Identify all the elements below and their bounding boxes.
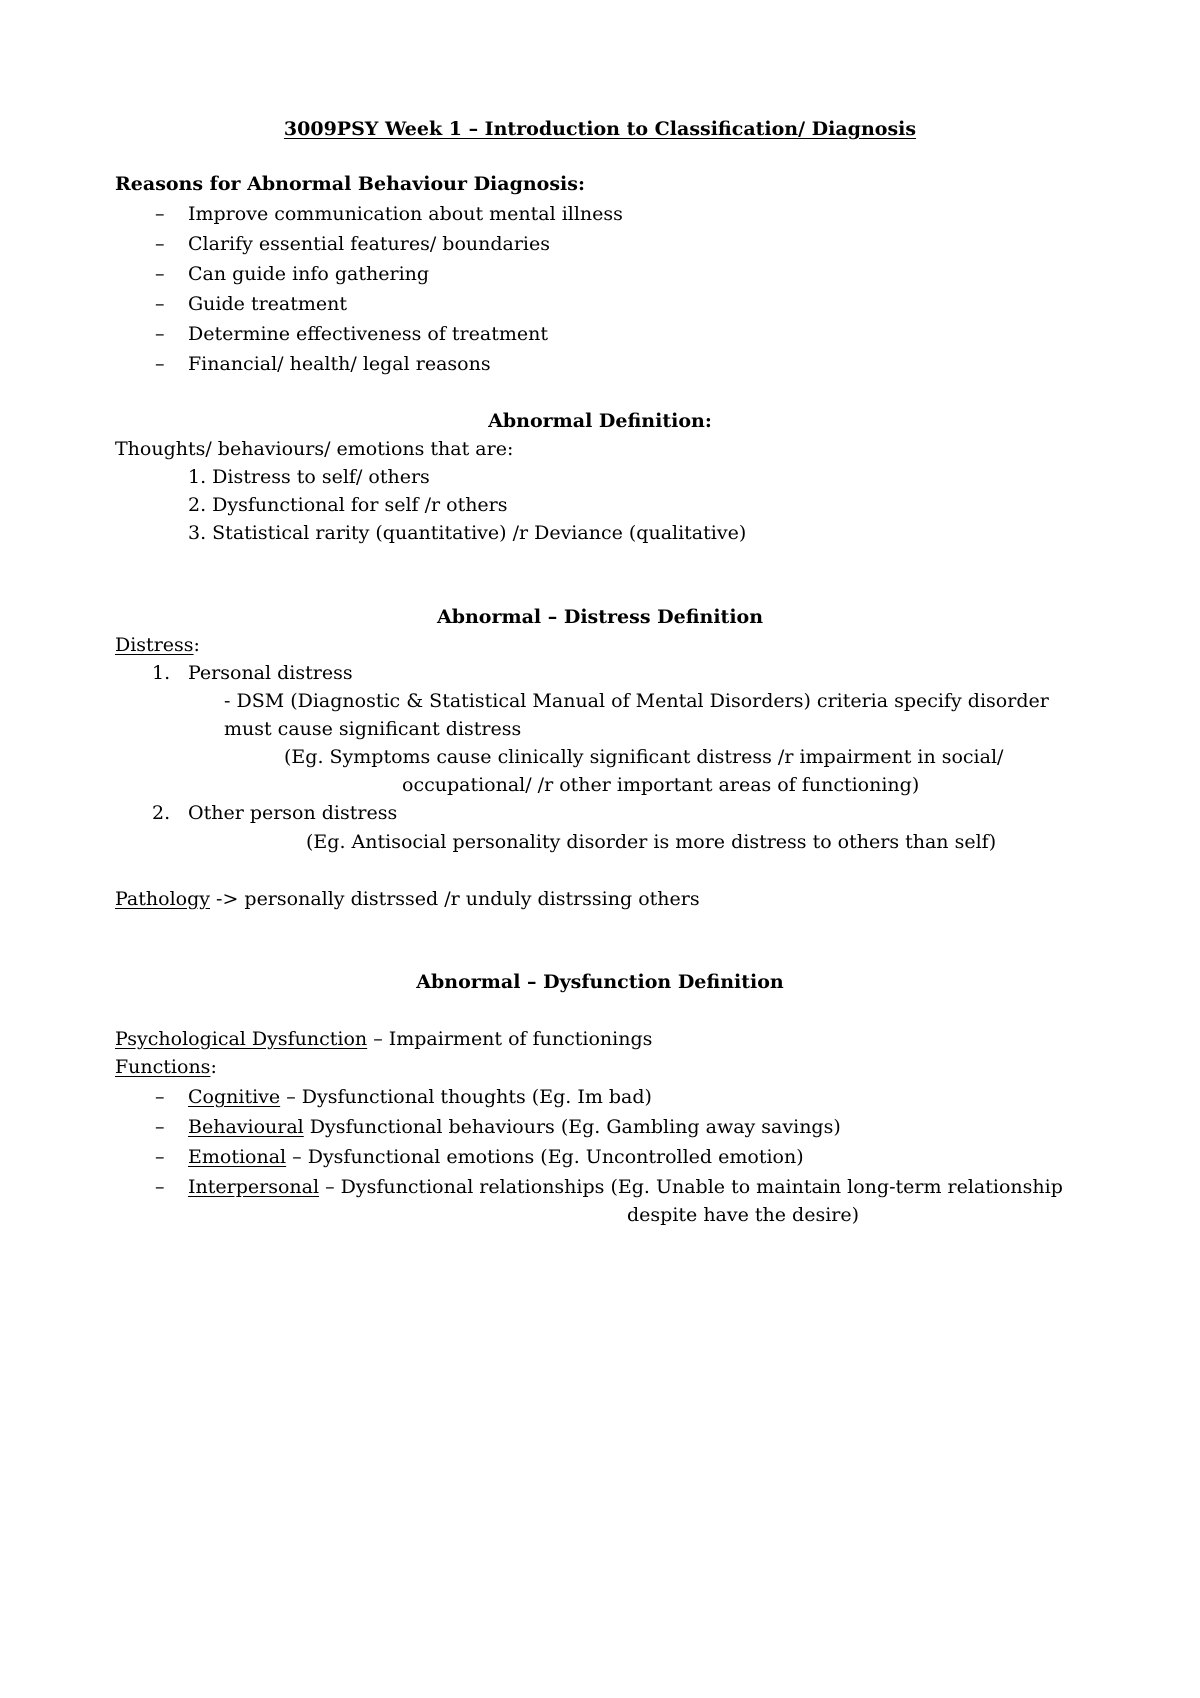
bullet-dash: – bbox=[155, 1176, 165, 1198]
distress-heading: Abnormal – Distress Definition bbox=[436, 606, 764, 628]
bullet-dash: – bbox=[155, 263, 165, 285]
function-text: – Dysfunctional relationships (Eg. Unable to maintain long-term relationship bbox=[319, 1176, 1063, 1198]
reasons-heading: Reasons for Abnormal Behaviour Diagnosis: bbox=[115, 173, 585, 195]
bullet-dash: – bbox=[155, 1146, 165, 1168]
example-line: (Eg. Symptoms cause clinically significant distress /r impairment in social/ bbox=[284, 746, 1004, 768]
distress-label-line bbox=[115, 636, 200, 655]
reason-item: Clarify essential features/ boundaries bbox=[188, 233, 551, 255]
bullet-dash: – bbox=[155, 1086, 165, 1108]
functions-colon: : bbox=[210, 1056, 217, 1078]
definition-item: 1. Distress to self/ others bbox=[188, 466, 430, 488]
psych-label: Psychological Dysfunction bbox=[115, 1028, 368, 1050]
function-text: – Dysfunctional emotions (Eg. Uncontrolled emotion) bbox=[286, 1146, 804, 1168]
distress-item: Other person distress bbox=[188, 802, 398, 824]
distress-label: Distress bbox=[115, 634, 194, 656]
reason-item: Can guide info gathering bbox=[188, 263, 430, 285]
function-text: – Dysfunctional thoughts (Eg. Im bad) bbox=[280, 1086, 652, 1108]
reason-item: Guide treatment bbox=[188, 293, 347, 315]
psychological-dysfunction-line bbox=[115, 1030, 652, 1049]
example-line: occupational/ /r other important areas of functioning) bbox=[402, 774, 920, 796]
reason-item: Improve communication about mental illness bbox=[188, 203, 623, 225]
interpersonal-continuation: despite have the desire) bbox=[627, 1204, 860, 1226]
pathology-text: -> personally distrssed /r unduly distrssing others bbox=[209, 888, 700, 910]
reason-item: Financial/ health/ legal reasons bbox=[188, 353, 491, 375]
function-text: Dysfunctional behaviours (Eg. Gambling away savings) bbox=[303, 1116, 841, 1138]
bullet-dash: – bbox=[155, 353, 165, 375]
abnormal-definition-intro: Thoughts/ behaviours/ emotions that are: bbox=[115, 438, 514, 460]
distress-item-number: 1. bbox=[152, 662, 171, 684]
document-title: 3009PSY Week 1 – Introduction to Classification/ Diagnosis bbox=[283, 118, 917, 140]
function-item bbox=[188, 1148, 804, 1167]
function-label: Behavioural bbox=[188, 1116, 304, 1138]
psych-text: – Impairment of functionings bbox=[367, 1028, 653, 1050]
functions-line bbox=[115, 1058, 217, 1077]
bullet-dash: – bbox=[155, 203, 165, 225]
bullet-dash: – bbox=[155, 323, 165, 345]
distress-colon: : bbox=[193, 634, 200, 656]
distress-item-number: 2. bbox=[152, 802, 171, 824]
pathology-label: Pathology bbox=[115, 888, 210, 910]
definition-item: 2. Dysfunctional for self /r others bbox=[188, 494, 508, 516]
example-line: (Eg. Antisocial personality disorder is more distress to others than self) bbox=[306, 831, 997, 853]
distress-item: Personal distress bbox=[188, 662, 353, 684]
functions-label: Functions bbox=[115, 1056, 211, 1078]
dysfunction-heading: Abnormal – Dysfunction Definition bbox=[416, 971, 784, 993]
function-label: Emotional bbox=[188, 1146, 287, 1168]
dsm-criteria-line: must cause significant distress bbox=[224, 718, 522, 740]
bullet-dash: – bbox=[155, 1116, 165, 1138]
function-item bbox=[188, 1118, 841, 1137]
function-label: Interpersonal bbox=[188, 1176, 320, 1198]
bullet-dash: – bbox=[155, 233, 165, 255]
function-item bbox=[188, 1088, 652, 1107]
function-label: Cognitive bbox=[188, 1086, 281, 1108]
definition-item: 3. Statistical rarity (quantitative) /r Deviance (qualitative) bbox=[188, 522, 747, 544]
dsm-criteria-line: - DSM (Diagnostic & Statistical Manual of Mental Disorders) criteria specify disorder bbox=[224, 690, 1049, 712]
function-item bbox=[188, 1178, 1063, 1197]
pathology-line bbox=[115, 890, 700, 909]
abnormal-definition-heading: Abnormal Definition: bbox=[488, 410, 712, 432]
reason-item: Determine effectiveness of treatment bbox=[188, 323, 548, 345]
bullet-dash: – bbox=[155, 293, 165, 315]
